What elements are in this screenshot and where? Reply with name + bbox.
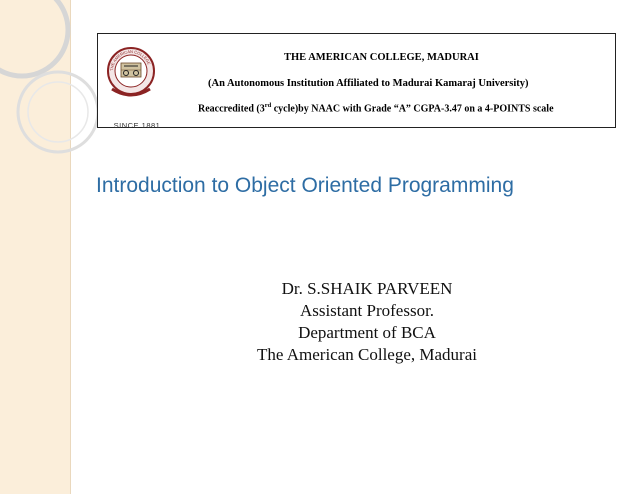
accreditation-text [198, 102, 554, 114]
svg-text:THE AMERICAN COLLEGE: THE AMERICAN COLLEGE [108, 48, 152, 72]
author-block [232, 278, 502, 366]
college-name: THE AMERICAN COLLEGE, MADURAI [284, 52, 479, 63]
accreditation-superscript: rd [264, 102, 272, 109]
college-header [97, 33, 616, 128]
affiliation-text: (An Autonomous Institution Affiliated to Madurai Kamaraj University) [208, 78, 529, 89]
slide-title: Introduction to Object Oriented Programming [96, 174, 514, 197]
author-department: Department of BCA [298, 323, 436, 342]
logo-caption: SINCE 1881 [113, 121, 161, 130]
author-name: Dr. S.SHAIK PARVEEN [281, 279, 453, 298]
author-institution: The American College, Madurai [257, 345, 477, 364]
college-logo [106, 45, 161, 130]
accreditation-prefix: Reaccredited (3 [198, 103, 265, 115]
author-designation: Assistant Professor. [299, 301, 435, 320]
side-band [0, 0, 71, 494]
accreditation-suffix: cycle)by NAAC with Grade “A” CGPA-3.47 on a 4-POINTS scale [271, 103, 554, 115]
